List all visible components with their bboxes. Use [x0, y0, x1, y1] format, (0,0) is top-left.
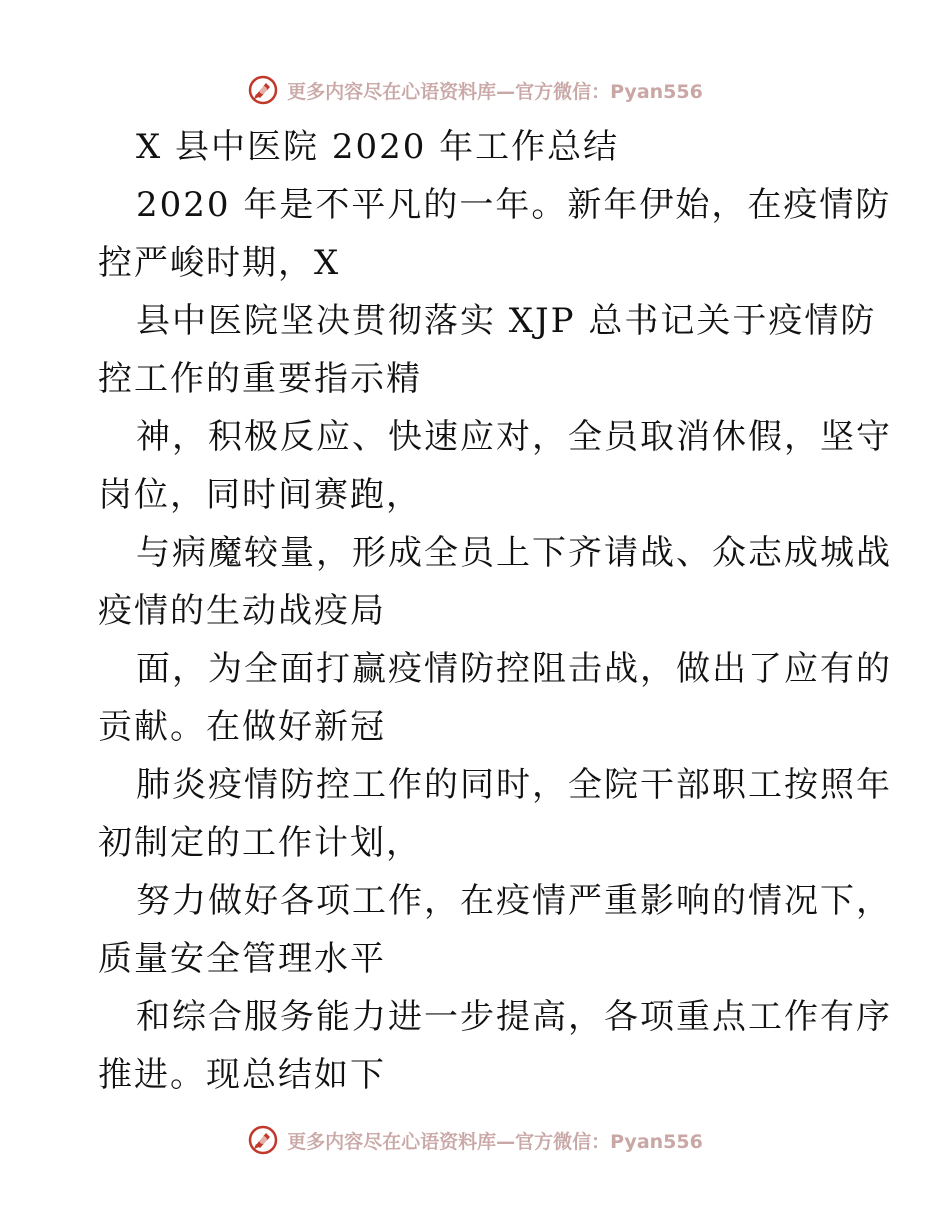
paragraph-line: 疫情的生动战疫局 [98, 591, 386, 631]
paragraph [98, 872, 892, 988]
book-logo-icon [247, 1124, 279, 1156]
paragraph-line: 努力做好各项工作，在疫情严重影响的情况下， [136, 881, 892, 921]
paragraph [98, 524, 892, 640]
paragraph-line: 神，积极反应、快速应对，全员取消休假，坚守 [136, 417, 892, 457]
paragraph-line: 与病魔较量，形成全员上下齐请战、众志成城战 [136, 533, 892, 573]
document-title: X 县中医院 2020 年工作总结 [136, 127, 620, 167]
document-body [98, 118, 892, 1104]
paragraph-line: 面，为全面打赢疫情防控阻击战，做出了应有的 [136, 649, 892, 689]
paragraph [98, 408, 892, 524]
paragraph-line: 质量安全管理水平 [98, 939, 386, 979]
paragraph-line: 推进。现总结如下 [98, 1055, 386, 1095]
watermark-text: 更多内容尽在心语资料库—官方微信：Pyan556 [287, 1130, 703, 1153]
paragraph-line: 控工作的重要指示精 [98, 359, 422, 399]
book-logo-icon [247, 74, 279, 106]
header-watermark-banner [0, 70, 950, 110]
paragraph [98, 640, 892, 756]
paragraph [98, 176, 892, 292]
paragraph-line: 2020 年是不平凡的一年。新年伊始，在疫情防 [136, 185, 892, 225]
watermark-text: 更多内容尽在心语资料库—官方微信：Pyan556 [287, 80, 703, 103]
paragraph-line: 肺炎疫情防控工作的同时，全院干部职工按照年 [136, 765, 892, 805]
paragraph [98, 988, 892, 1104]
paragraph-line: 控严峻时期，X [98, 243, 341, 283]
paragraph-line: 岗位，同时间赛跑， [98, 475, 422, 515]
footer-watermark-banner [0, 1120, 950, 1160]
paragraph-line: 初制定的工作计划， [98, 823, 422, 863]
paragraph-line: 县中医院坚决贯彻落实 XJP 总书记关于疫情防 [136, 301, 877, 341]
paragraph-line: 和综合服务能力进一步提高，各项重点工作有序 [136, 997, 892, 1037]
paragraph [98, 292, 877, 408]
paragraph-line: 贡献。在做好新冠 [98, 707, 386, 747]
paragraph [98, 756, 892, 872]
